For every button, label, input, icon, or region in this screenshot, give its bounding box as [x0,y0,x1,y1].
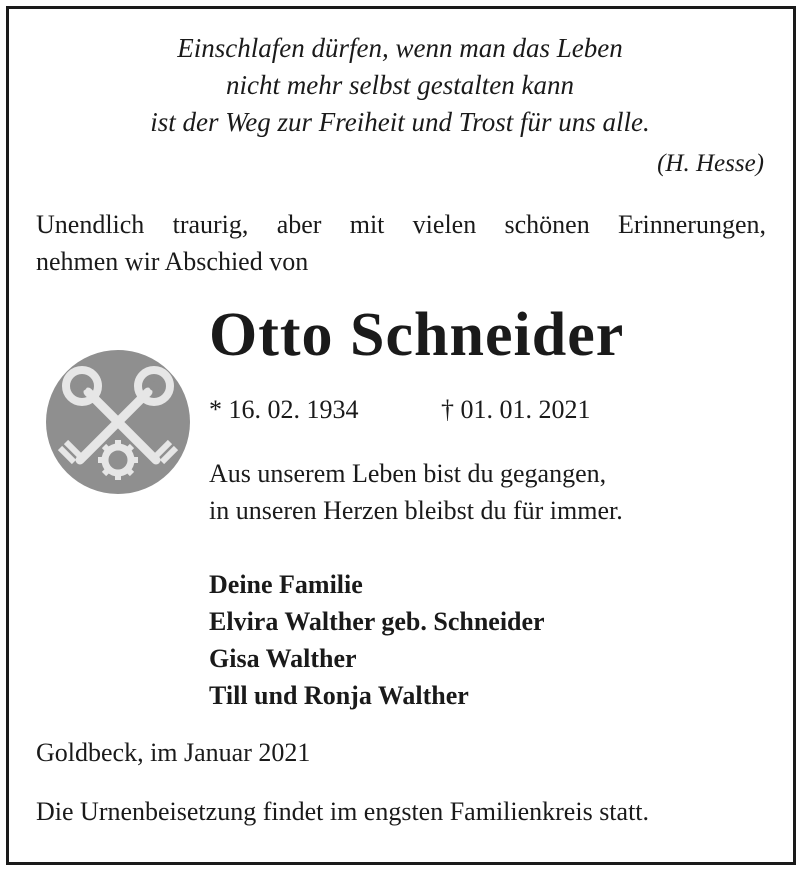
quote-block [0,30,800,141]
deceased-name: Otto Schneider [209,301,625,369]
quote-line: ist der Weg zur Freiheit und Trost für uns alle. [150,107,650,137]
place-date: Goldbeck, im Januar 2021 [36,738,311,767]
family-line: Gisa Walther [209,644,357,673]
birth-date: * 16. 02. 1934 [209,395,359,424]
quote-author: (H. Hesse) [657,150,764,177]
intro-line: nehmen wir Abschied von [36,247,309,276]
family-line: Deine Familie [209,570,363,599]
quote-line: nicht mehr selbst gestalten kann [226,70,574,100]
death-date: † 01. 01. 2021 [441,395,591,424]
intro-text [36,206,766,280]
family-line: Till und Ronja Walther [209,681,469,710]
verse-block [209,455,623,529]
crossed-keys-icon [44,348,192,496]
family-line: Elvira Walther geb. Schneider [209,607,545,636]
burial-note: Die Urnenbeisetzung findet im engsten Familienkreis statt. [36,797,650,826]
verse-line: in unseren Herzen bleibst du für immer. [209,496,623,525]
family-signatures [209,566,545,714]
intro-line: Unendlich traurig, aber mit vielen schönen Erinnerungen, [36,210,766,239]
verse-line: Aus unserem Leben bist du gegangen, [209,459,607,488]
quote-line: Einschlafen dürfen, wenn man das Leben [177,33,623,63]
